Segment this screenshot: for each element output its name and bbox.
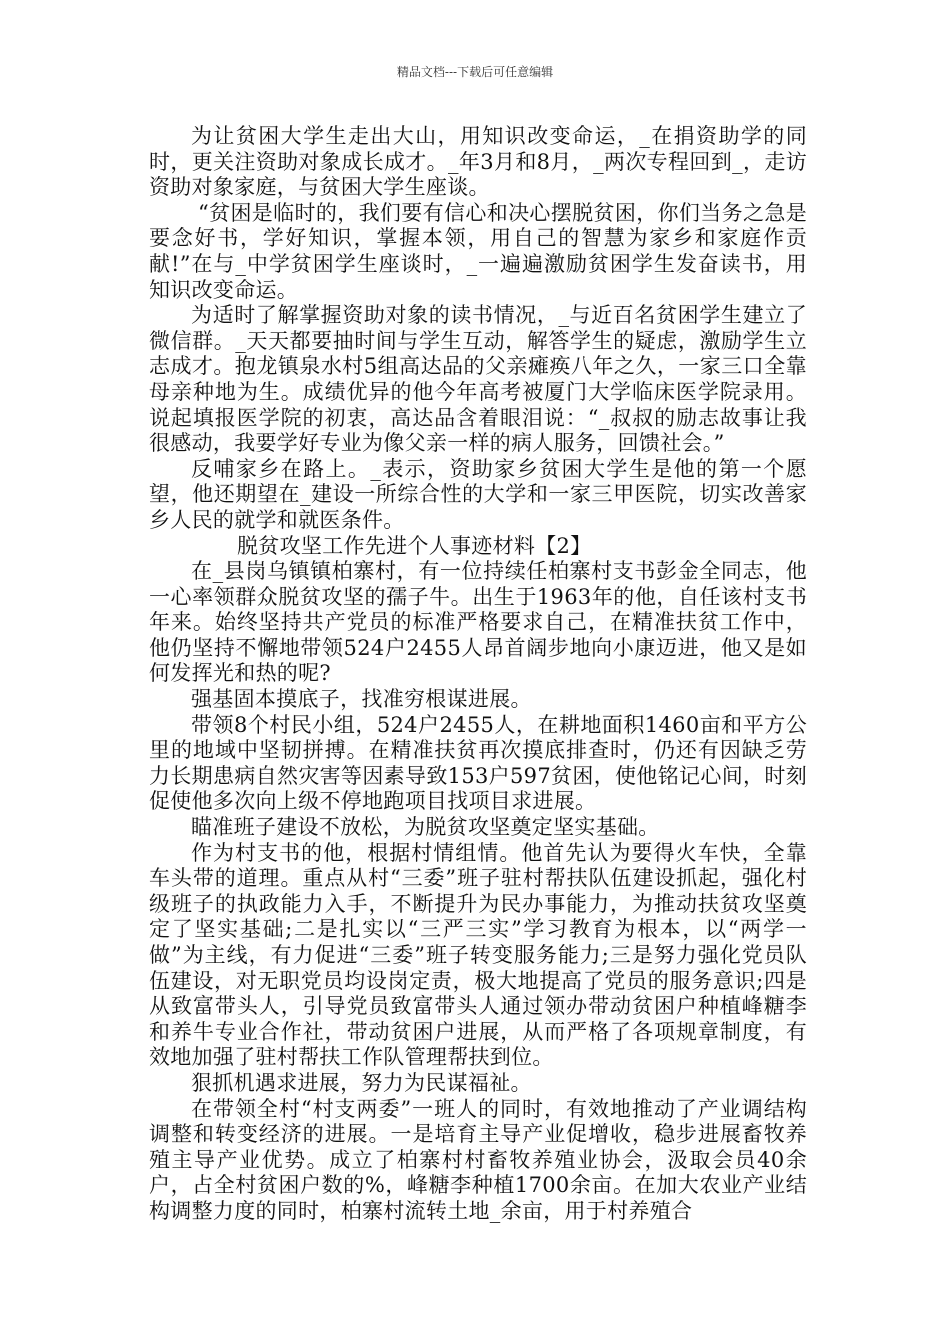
subheading-paragraph: 瞄准班子建设不放松，为脱贫攻坚奠定坚实基础。: [191, 815, 660, 840]
subheading-paragraph: 强基固本摸底子，找准穷根谋进展。: [191, 687, 532, 712]
paragraph: 反哺家乡在路上。_表示，资助家乡贫困大学生是他的第一个愿望，他还期望在_建设一所综合性的大学和一家三甲医院，切实改善家乡人民的就学和就医条件。: [149, 456, 807, 532]
paragraph: 为让贫困大学生走出大山，用知识改变命运，_在捐资助学的同时，更关注资助对象成长成才。_年3月和8月，_两次专程回到_，走访资助对象家庭，与贫困大学生座谈。: [149, 124, 807, 200]
section-title: 脱贫攻坚工作先进个人事迹材料【2】: [237, 533, 592, 558]
paragraph: 在_县岗乌镇镇柏寨村，有一位持续任柏寨村支书彭金全同志，他一心率领群众脱贫攻坚的孺子牛。出生于1963年的他，自任该村支书年来。始终坚持共产党员的标准严格要求自己，在精准扶贫工作中，他仍坚持不懈地带领524户2455人昂首阔步地向小康迈进，他又是如何发挥光和热的呢?: [149, 559, 807, 686]
page-header: 精品文档---下载后可任意编辑: [396, 65, 554, 79]
paragraph: 带领8个村民小组，524户2455人，在耕地面积1460亩和平方公里的地域中坚韧拼搏。在精准扶贫再次摸底排查时，仍还有因缺乏劳力长期患病自然灾害等因素导致153户597贫困，使他铭记心间，时刻促使他多次向上级不停地跑项目找项目求进展。: [149, 712, 807, 814]
paragraph: 在带领全村“村支两委”一班人的同时，有效地推动了产业调结构调整和转变经济的进展。一是培育主导产业促增收，稳步进展畜牧养殖主导产业优势。成立了柏寨村村畜牧养殖业协会，汲取会员40余户，占全村贫困户数的%，峰糖李种植1700余亩。在加大农业产业结构调整力度的同时，柏寨村流转土地_余亩，用于村养殖合: [149, 1096, 807, 1223]
document-body: [149, 124, 807, 1225]
quote-paragraph: “贫困是临时的，我们要有信心和决心摆脱贫困，你们当务之急是要念好书，学好知识，掌握本领，用自己的智慧为家乡和家庭作贡献!”在与_中学贫困学生座谈时，_一遍遍激励贫困学生发奋读书，用知识改变命运。: [149, 200, 807, 302]
paragraph: 作为村支书的他，根据村情组情。他首先认为要得火车快，全靠车头带的道理。重点从村“三委”班子驻村帮扶队伍建设抓起，强化村级班子的执政能力入手，不断提升为民办事能力，为推动扶贫攻坚奠定了坚实基础;二是扎实以“三严三实”学习教育为根本，以“两学一做”为主线，有力促进“三委”班子转变服务能力;三是努力强化党员队伍建设，对无职党员均设岗定责，极大地提高了党员的服务意识;四是从致富带头人，引导党员致富带头人通过领办带动贫困户种植峰糖李和养牛专业合作社，带动贫困户进展，从而严格了各项规章制度，有效地加强了驻村帮扶工作队管理帮扶到位。: [149, 840, 807, 1070]
paragraph: 为适时了解掌握资助对象的读书情况，_与近百名贫困学生建立了微信群。_天天都要抽时间与学生互动，解答学生的疑虑，激励学生立志成才。抱龙镇泉水村5组高达品的父亲瘫痪八年之久，一家三口全靠母亲种地为生。成绩优异的他今年高考被厦门大学临床医学院录用。说起填报医学院的初衷，高达品含着眼泪说：“_叔叔的励志故事让我很感动，我要学好专业为像父亲一样的病人服务，回馈社会。”: [149, 303, 807, 456]
subheading-paragraph: 狠抓机遇求进展，努力为民谋福祉。: [191, 1070, 532, 1095]
